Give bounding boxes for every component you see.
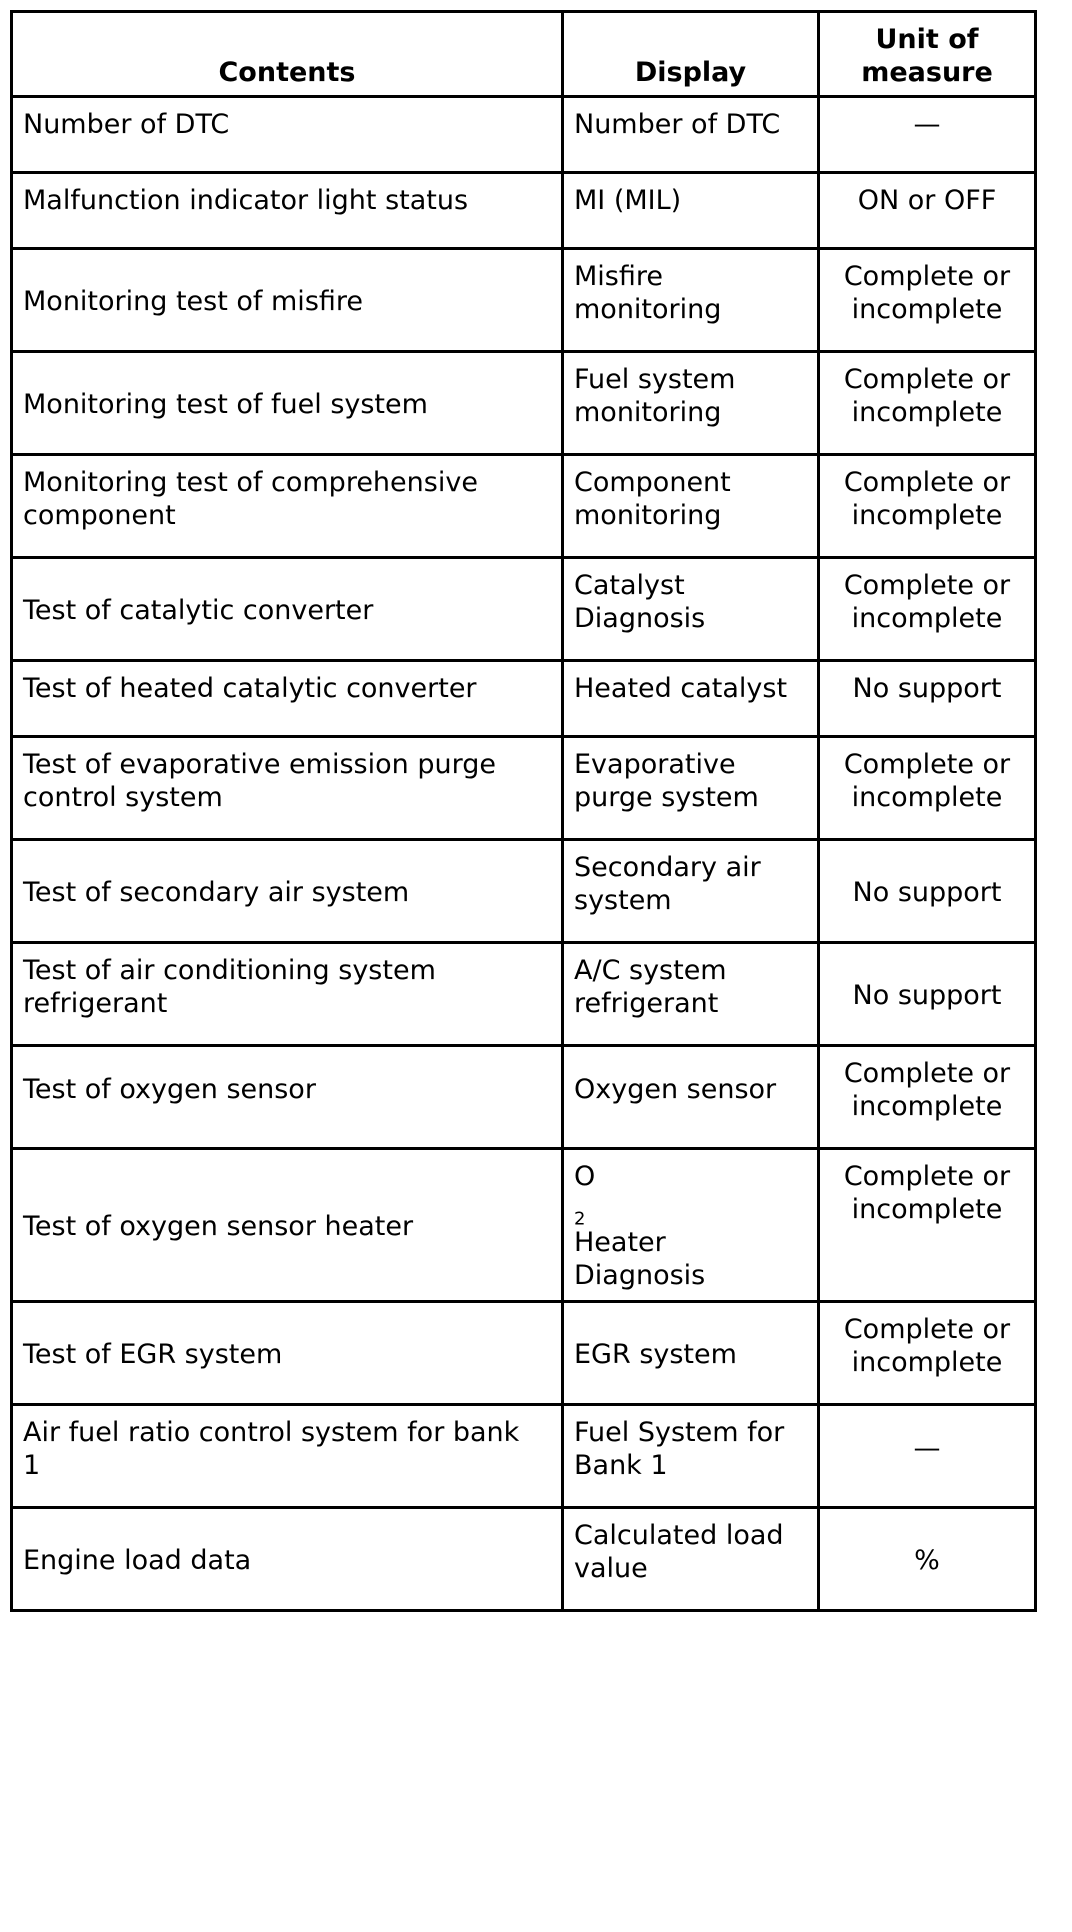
cell-display: Heated catalyst: [563, 661, 819, 737]
o2-subscript: 2: [574, 1208, 586, 1230]
cell-display: EGR system: [563, 1302, 819, 1405]
cell-display-line: Fuel System for: [574, 1417, 785, 1448]
cell-display-line: Diagnosis: [574, 1260, 706, 1291]
cell-unit-line: Complete or: [843, 749, 1011, 780]
cell-unit: [819, 1046, 1036, 1149]
cell-display: [563, 1149, 819, 1302]
cell-unit: [819, 558, 1036, 661]
cell-unit-line: Complete or: [843, 1314, 1011, 1345]
table-row: [12, 249, 1036, 352]
cell-contents-line: component: [23, 500, 176, 531]
cell-display: [563, 1508, 819, 1611]
cell-unit-line: Complete or: [843, 1161, 1011, 1192]
cell-unit-line: Complete or: [843, 261, 1011, 292]
cell-contents: [12, 1405, 563, 1508]
cell-unit-line: incomplete: [851, 782, 1003, 813]
cell-unit: [819, 249, 1036, 352]
cell-unit: [819, 1149, 1036, 1302]
cell-unit-line: incomplete: [851, 294, 1003, 325]
cell-contents: Test of EGR system: [12, 1302, 563, 1405]
cell-unit-line: Complete or: [843, 570, 1011, 601]
cell-display-line: [574, 1160, 807, 1259]
cell-contents: Monitoring test of misfire: [12, 249, 563, 352]
cell-contents: Test of catalytic converter: [12, 558, 563, 661]
table-row: [12, 737, 1036, 840]
cell-display: Oxygen sensor: [563, 1046, 819, 1149]
cell-display: [563, 352, 819, 455]
cell-display: [563, 943, 819, 1046]
cell-display: [563, 1405, 819, 1508]
cell-unit-line: incomplete: [851, 1194, 1003, 1225]
obd-data-table: [10, 10, 1037, 1612]
cell-contents: Test of oxygen sensor: [12, 1046, 563, 1149]
cell-display-line: Calculated load: [574, 1520, 784, 1551]
cell-unit: —: [819, 97, 1036, 173]
cell-contents: Test of secondary air system: [12, 840, 563, 943]
table-row: [12, 1302, 1036, 1405]
header-contents: Contents: [12, 12, 563, 97]
header-unit-line1: Unit of: [875, 24, 979, 55]
cell-contents-line: Air fuel ratio control system for bank: [23, 1417, 520, 1448]
cell-contents: Malfunction indicator light status: [12, 173, 563, 249]
cell-contents-line: Monitoring test of comprehensive: [23, 467, 478, 498]
cell-display: [563, 840, 819, 943]
cell-unit: [819, 352, 1036, 455]
cell-display-line: Bank 1: [574, 1450, 668, 1481]
o2-heater-text: Heater: [574, 1227, 666, 1258]
cell-display-line: refrigerant: [574, 988, 719, 1019]
cell-display: MI (MIL): [563, 173, 819, 249]
cell-display-line: monitoring: [574, 500, 722, 531]
cell-display: [563, 737, 819, 840]
table-row: [12, 1149, 1036, 1302]
cell-unit-line: incomplete: [851, 1347, 1003, 1378]
table-row: [12, 455, 1036, 558]
cell-unit: [819, 455, 1036, 558]
cell-display-line: Evaporative: [574, 749, 736, 780]
header-unit-line2: measure: [861, 57, 993, 88]
cell-unit-line: Complete or: [843, 467, 1011, 498]
table-row: [12, 352, 1036, 455]
cell-unit: [819, 737, 1036, 840]
cell-display: [563, 558, 819, 661]
cell-contents: [12, 943, 563, 1046]
cell-display: Number of DTC: [563, 97, 819, 173]
cell-display-line: Fuel system: [574, 364, 736, 395]
cell-unit: No support: [819, 840, 1036, 943]
cell-contents: Number of DTC: [12, 97, 563, 173]
cell-unit-line: Complete or: [843, 364, 1011, 395]
cell-display-line: Misfire: [574, 261, 663, 292]
cell-contents: Engine load data: [12, 1508, 563, 1611]
cell-display-line: Catalyst: [574, 570, 685, 601]
cell-unit-line: incomplete: [851, 397, 1003, 428]
cell-display: [563, 455, 819, 558]
table-row: [12, 1405, 1036, 1508]
cell-unit: %: [819, 1508, 1036, 1611]
header-unit-of-measure: [819, 12, 1036, 97]
cell-contents: Test of heated catalytic converter: [12, 661, 563, 737]
cell-unit: —: [819, 1405, 1036, 1508]
table-row: [12, 840, 1036, 943]
cell-display-line: purge system: [574, 782, 759, 813]
cell-unit-line: incomplete: [851, 603, 1003, 634]
table-row: [12, 173, 1036, 249]
cell-contents-line: Test of air conditioning system: [23, 955, 436, 986]
cell-unit: [819, 1302, 1036, 1405]
cell-unit: No support: [819, 661, 1036, 737]
cell-unit-line: Complete or: [843, 1058, 1011, 1089]
cell-unit: No support: [819, 943, 1036, 1046]
table-row: [12, 1046, 1036, 1149]
cell-display-line: system: [574, 885, 672, 916]
cell-display-line: A/C system: [574, 955, 727, 986]
cell-display-line: monitoring: [574, 294, 722, 325]
table-row: [12, 943, 1036, 1046]
header-display: Display: [563, 12, 819, 97]
cell-unit-line: incomplete: [851, 1091, 1003, 1122]
cell-display-line: Component: [574, 467, 731, 498]
table-row: [12, 558, 1036, 661]
cell-display-line: Diagnosis: [574, 603, 706, 634]
cell-unit-line: incomplete: [851, 500, 1003, 531]
cell-contents: Test of oxygen sensor heater: [12, 1149, 563, 1302]
table-row: [12, 661, 1036, 737]
cell-contents-line: refrigerant: [23, 988, 168, 1019]
cell-display: [563, 249, 819, 352]
cell-contents-line: Test of evaporative emission purge: [23, 749, 496, 780]
cell-contents-line: control system: [23, 782, 223, 813]
header-row: [12, 12, 1036, 97]
cell-display-line: Secondary air: [574, 852, 761, 883]
cell-display-line: monitoring: [574, 397, 722, 428]
table-row: [12, 97, 1036, 173]
table-row: [12, 1508, 1036, 1611]
cell-display-line: value: [574, 1553, 648, 1584]
cell-contents: Monitoring test of fuel system: [12, 352, 563, 455]
cell-unit: ON or OFF: [819, 173, 1036, 249]
cell-contents: [12, 737, 563, 840]
o2-letter: O: [574, 1161, 596, 1192]
cell-contents-line: 1: [23, 1450, 41, 1481]
cell-contents: [12, 455, 563, 558]
